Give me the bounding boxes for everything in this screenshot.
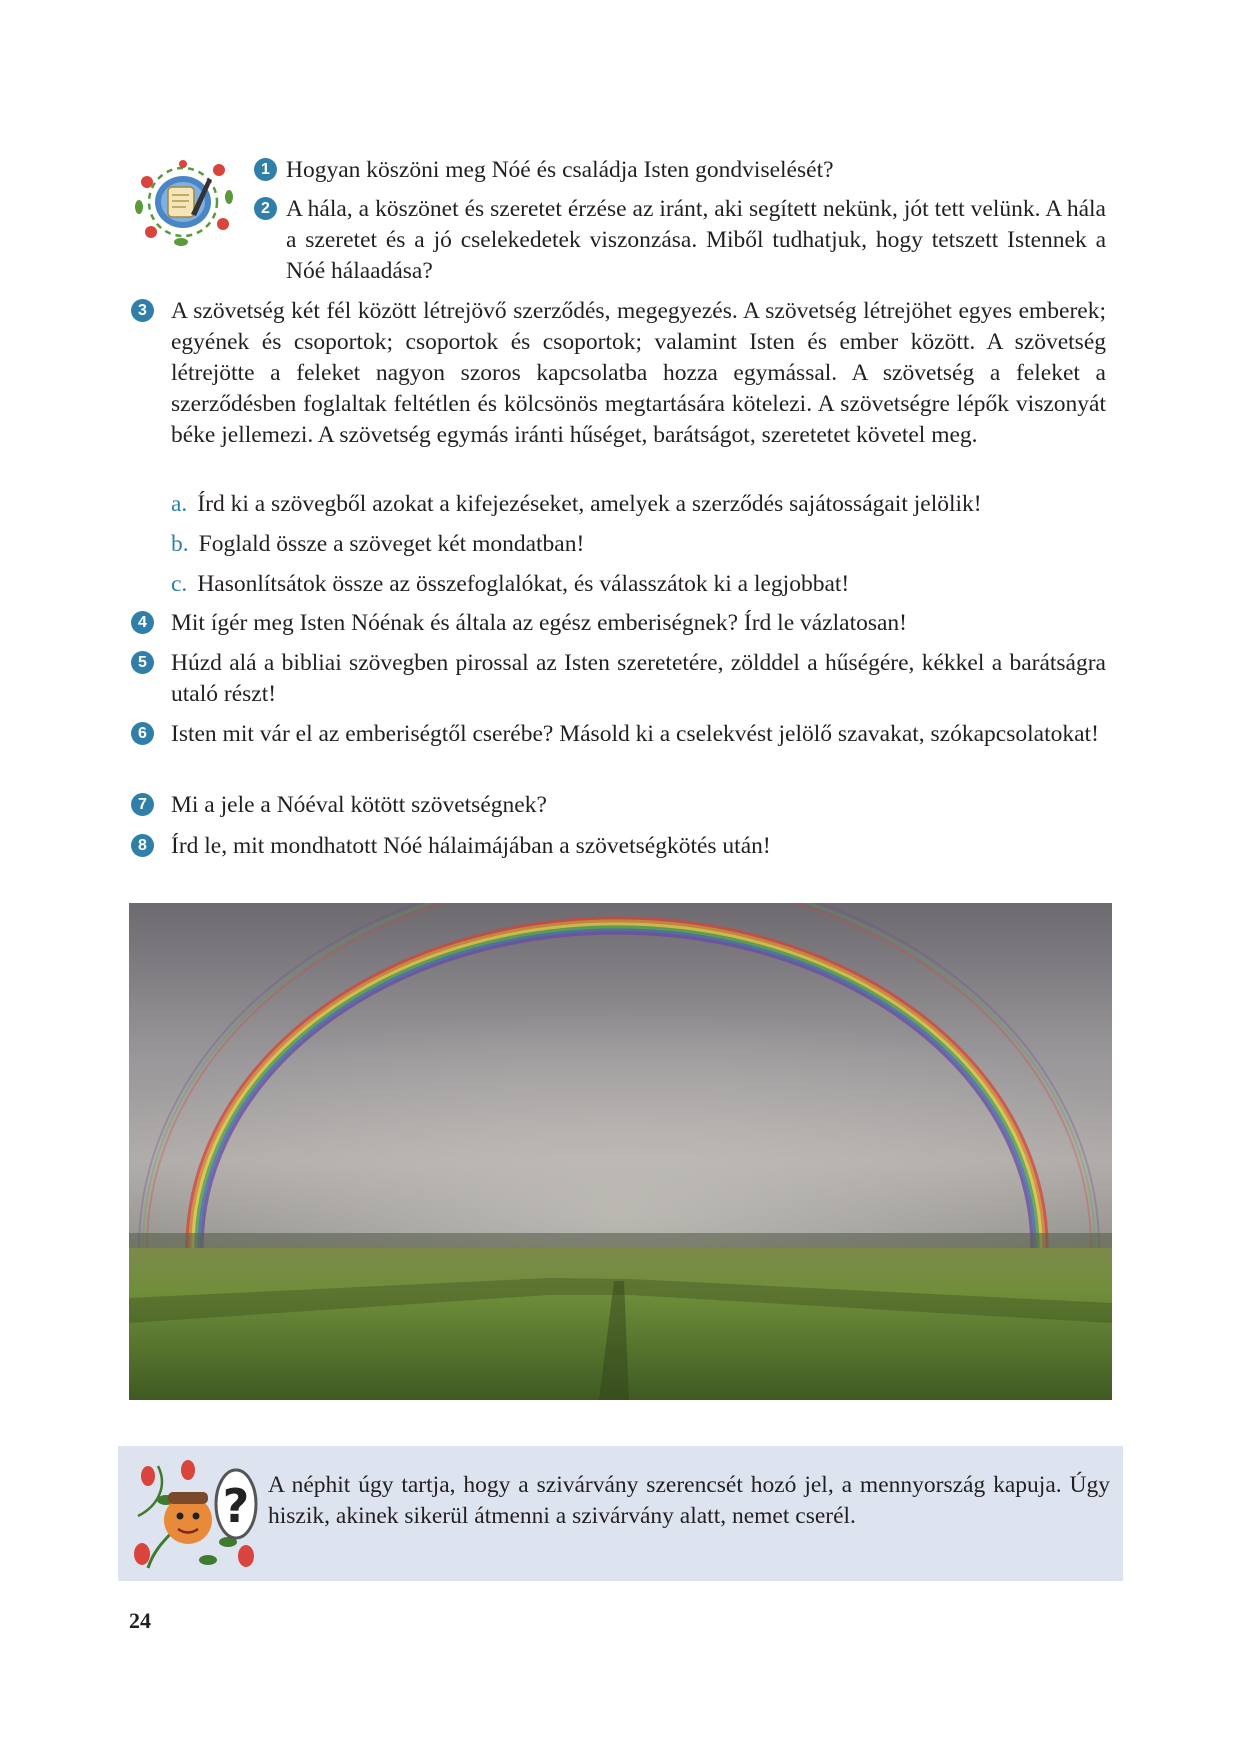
question-4-text: Mit ígér meg Isten Nóénak és általa az egész emberiségnek? Írd le vázlatosan! [171, 610, 908, 636]
subitem-letter: b. [171, 531, 189, 557]
folk-question-face-icon [128, 1456, 258, 1574]
subitem-b [171, 529, 1106, 560]
question-number-badge: 2 [254, 197, 277, 220]
question-number-badge: 7 [131, 793, 154, 816]
question-1-text: Hogyan köszöni meg Nóé és családja Isten gondviselését? [286, 157, 834, 183]
writing-scroll-quill-icon [131, 152, 241, 248]
question-number-badge: 1 [254, 158, 277, 181]
page-number: 24 [129, 1608, 151, 1633]
question-5-text: Húzd alá a bibliai szövegben pirossal az Isten szeretetére, zölddel a hűségére, kékkel a barátságra utaló részt! [171, 650, 1106, 707]
question-3-text: A szövetség két fél között létrejövő szerződés, megegyezés. A szövetség létrejöhet egyes emberek; egyének és csoportok; csoportok és csoportok; valamint Isten és ember között. A szövetség létrejötte a feleket nagyon szoros kapcsolatba hozza egymással. A szövetség a feleket a szerződésben foglaltak feltétlen és kölcsönös megtartására kötelezi. A szövetségre lépők viszonyát béke jellemezi. A szövetség egymás iránti hűséget, barátságot, szeretetet követel meg. [171, 298, 1106, 448]
subitem-a [171, 489, 1106, 520]
rainbow-photo [129, 903, 1112, 1400]
svg-text:?: ? [222, 1479, 250, 1533]
question-6-text: Isten mit vár el az emberiségtől cserébe? Másold ki a cselekvést jelölő szavakat, szókapcsolatokat! [171, 721, 1099, 747]
info-box-text: A néphit úgy tartja, hogy a szivárvány szerencsét hozó jel, a mennyország kapuja. Úgy hiszik, akinek sikerül átmenni a szivárvány alatt, nemet cserél. [268, 1472, 1110, 1529]
subitem-text: Hasonlítsátok össze az összefoglalókat, és válasszátok ki a legjobbat! [197, 571, 850, 597]
question-number-badge: 5 [131, 651, 154, 674]
subitem-text: Foglald össze a szöveget két mondatban! [198, 531, 585, 557]
subitem-letter: c. [171, 571, 188, 597]
question-8-text: Írd le, mit mondhatott Nóé hálaimájában a szövetségkötés után! [171, 833, 771, 859]
subitem-letter: a. [171, 491, 188, 517]
subitem-text: Írd ki a szövegből azokat a kifejezéseket, amelyek a szerződés sajátosságait jelölik! [197, 491, 982, 517]
question-number-badge: 6 [131, 722, 154, 745]
question-number-badge: 3 [131, 299, 154, 322]
question-2-text: A hála, a köszönet és szeretet érzése az iránt, aki segített nekünk, jót tett velünk. A hála a szeretet és a jó cselekedetek viszonzása. Miből tudhatjuk, hogy tetszett Istennek a Nóé hálaadása? [286, 196, 1106, 284]
subitem-c [171, 569, 1106, 600]
info-box [118, 1446, 1123, 1581]
question-number-badge: 8 [131, 834, 154, 857]
question-number-badge: 4 [131, 611, 154, 634]
question-7-text: Mi a jele a Nóéval kötött szövetségnek? [171, 792, 547, 818]
